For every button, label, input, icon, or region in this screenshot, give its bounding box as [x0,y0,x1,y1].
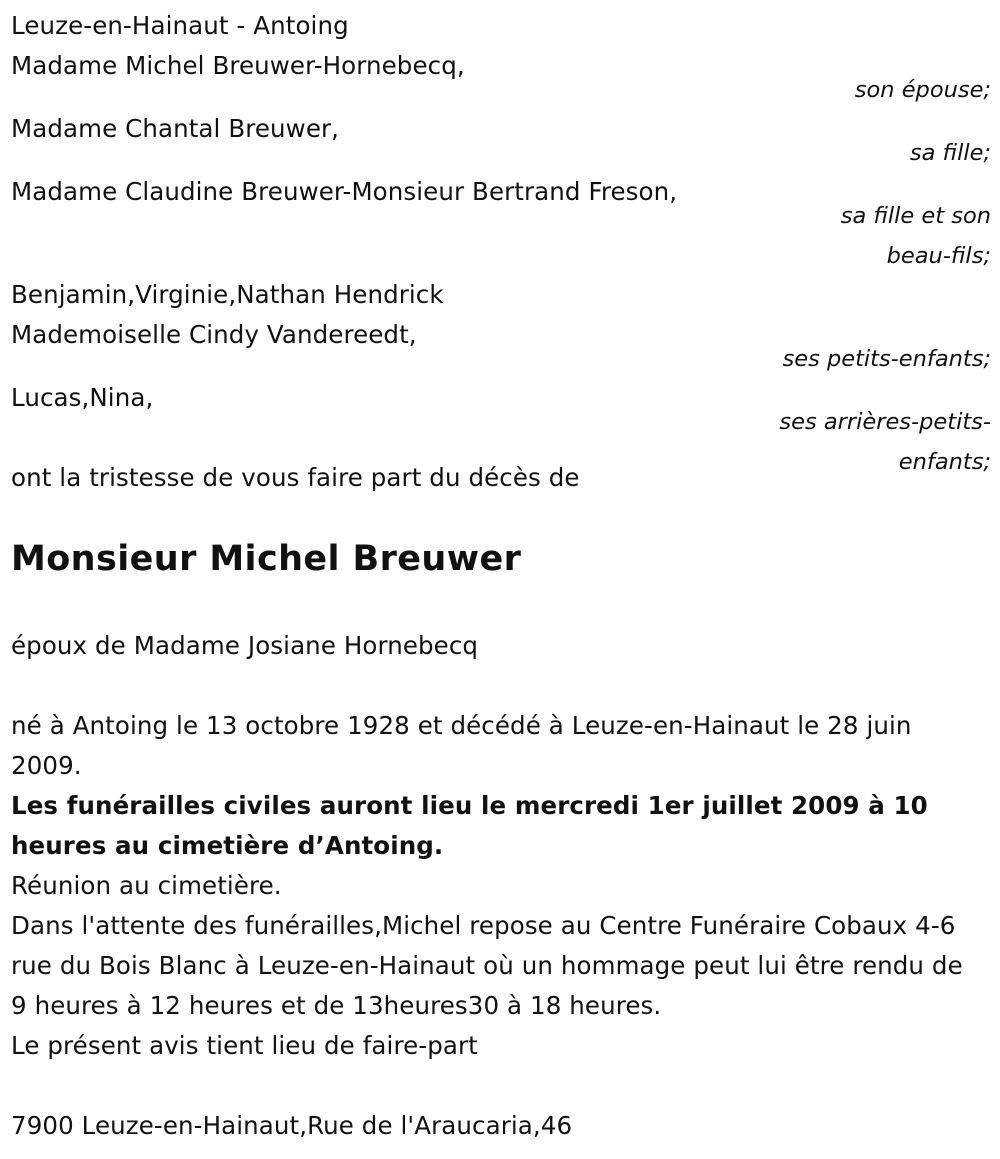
family-relation: ses arrières-petits- [779,409,991,435]
family-member-name: Madame Chantal Breuwer, [11,114,340,143]
family-member-name: Benjamin,Virginie,Nathan Hendrick [11,280,444,309]
notice-statement: Le présent avis tient lieu de faire-part [11,1031,478,1060]
announcement-intro: ont la tristesse de vous faire part du décès de [11,463,580,492]
family-relation: ses petits-enfants; [782,346,991,372]
family-relation: sa fille; [909,140,991,166]
location-header: Leuze-en-Hainaut - Antoing [11,11,349,40]
birth-death-dates: né à Antoing le 13 octobre 1928 et décédé à Leuze-en-Hainaut le 28 juin 2009. [11,711,912,780]
family-member-name: Madame Claudine Breuwer-Monsieur Bertrand Freson, [11,177,678,206]
family-member-name: Mademoiselle Cindy Vandereedt, [11,320,417,349]
spouse-text: époux de Madame Josiane Hornebecq [11,631,479,660]
meeting-info: Réunion au cimetière. [11,871,282,900]
address: 7900 Leuze-en-Hainaut,Rue de l'Araucaria,46 [11,1111,573,1140]
family-relation: enfants; [898,449,991,475]
visitation-info: Dans l'attente des funérailles,Michel repose au Centre Funéraire Cobaux 4-6 rue du Bois Blanc à Leuze-en-Hainaut où un hommage peut lui être rendu de 9 heures à 12 heures et de 13heures30 à 18 heures. [11,911,963,1020]
family-relation: son épouse; [854,77,991,103]
family-relation: sa fille et son [840,203,991,229]
funeral-info: Les funérailles civiles auront lieu le mercredi 1er juillet 2009 à 10 heures au cimetière d’Antoing. [11,791,928,860]
family-member-name: Madame Michel Breuwer-Hornebecq, [11,51,465,80]
family-relation: beau-fils; [886,243,991,269]
deceased-name: Monsieur Michel Breuwer [11,539,522,579]
obituary-notice [11,0,991,1159]
family-member-name: Lucas,Nina, [11,383,154,412]
